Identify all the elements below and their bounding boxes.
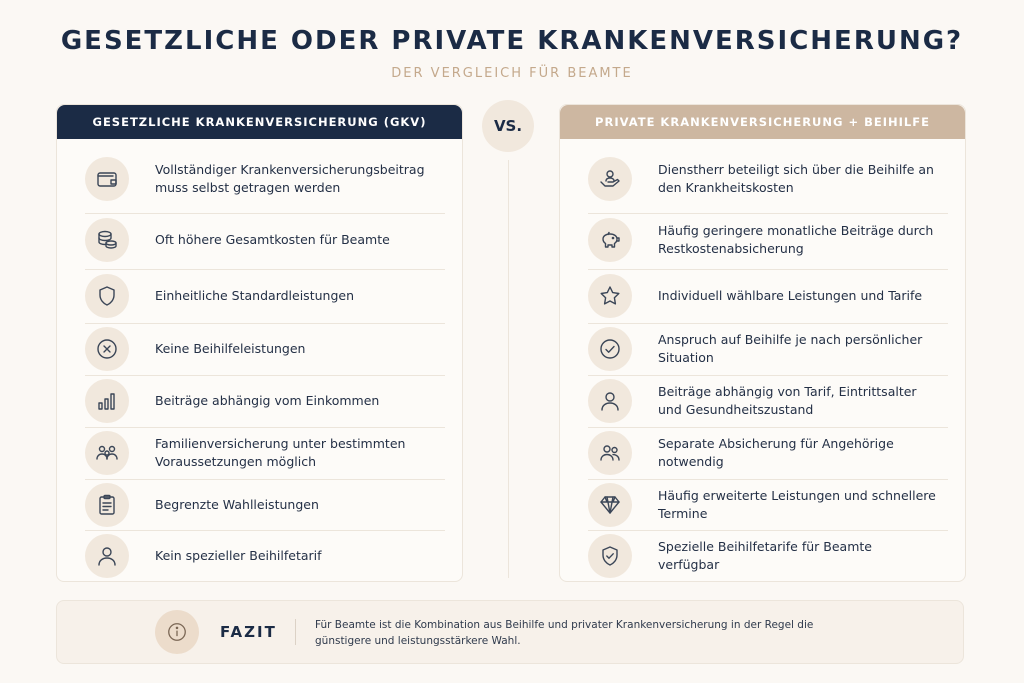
pkv-item-text: Beiträge abhängig von Tarif, Eintrittsalter und Gesundheitszustand	[658, 384, 917, 417]
pkv-header: PRIVATE KRANKENVERSICHERUNG + BEIHILFE	[560, 105, 965, 139]
pkv-item	[588, 157, 936, 201]
info-icon	[155, 610, 199, 654]
pkv-item-text: Häufig geringere monatliche Beiträge durch Restkostenabsicherung	[658, 223, 934, 256]
gkv-item	[85, 431, 433, 475]
star-icon	[588, 274, 632, 318]
pkv-item-text: Individuell wählbare Leistungen und Tarife	[658, 288, 923, 303]
gkv-item	[85, 218, 433, 262]
gkv-item-text: Familienversicherung unter bestimmten Voraussetzungen möglich	[155, 436, 406, 469]
x-circle-icon	[85, 327, 129, 371]
pkv-panel	[559, 104, 966, 582]
gkv-item-text: Vollständiger Krankenversicherungsbeitrag muss selbst getragen werden	[155, 162, 425, 195]
pkv-item	[588, 274, 936, 318]
gkv-item	[85, 483, 433, 527]
pkv-item	[588, 218, 936, 262]
pkv-item	[588, 483, 936, 527]
gkv-panel	[56, 104, 463, 582]
pkv-item	[588, 534, 936, 578]
fazit-label: FAZIT	[220, 623, 277, 641]
gkv-item-text: Kein spezieller Beihilfetarif	[155, 548, 322, 563]
gkv-item	[85, 327, 433, 371]
gkv-item-text: Keine Beihilfeleistungen	[155, 341, 306, 356]
pkv-item	[588, 379, 936, 423]
fazit-box	[56, 600, 964, 664]
center-divider	[508, 160, 509, 578]
gkv-item-text: Oft höhere Gesamtkosten für Beamte	[155, 232, 390, 247]
gkv-header: GESETZLICHE KRANKENVERSICHERUNG (GKV)	[57, 105, 462, 139]
pkv-item-text: Spezielle Beihilfetarife für Beamte verfügbar	[658, 539, 872, 572]
pkv-item-text: Separate Absicherung für Angehörige notwendig	[658, 436, 894, 469]
shield-icon	[85, 274, 129, 318]
gkv-item-text: Einheitliche Standardleistungen	[155, 288, 354, 303]
vs-badge: VS.	[482, 100, 534, 152]
check-circle-icon	[588, 327, 632, 371]
wallet-icon	[85, 157, 129, 201]
two-persons-icon	[588, 431, 632, 475]
pkv-item	[588, 327, 936, 371]
page-subtitle: DER VERGLEICH FÜR BEAMTE	[391, 66, 633, 81]
bar-chart-icon	[85, 379, 129, 423]
pkv-item-text: Anspruch auf Beihilfe je nach persönlicher Situation	[658, 332, 923, 365]
pkv-item-text: Dienstherr beteiligt sich über die Beihilfe an den Krankheitskosten	[658, 162, 934, 195]
gkv-item	[85, 274, 433, 318]
person-icon	[588, 379, 632, 423]
gkv-item-text: Begrenzte Wahlleistungen	[155, 497, 319, 512]
person-icon	[85, 534, 129, 578]
coins-icon	[85, 218, 129, 262]
gkv-item	[85, 379, 433, 423]
shield-check-icon	[588, 534, 632, 578]
gkv-item	[85, 157, 433, 201]
gkv-item	[85, 534, 433, 578]
fazit-separator	[295, 619, 296, 645]
diamond-icon	[588, 483, 632, 527]
gkv-item-text: Beiträge abhängig vom Einkommen	[155, 393, 380, 408]
piggy-bank-icon	[588, 218, 632, 262]
page-title: GESETZLICHE ODER PRIVATE KRANKENVERSICHERUNG?	[60, 26, 964, 56]
pkv-item-text: Häufig erweiterte Leistungen und schnellere Termine	[658, 488, 936, 521]
pkv-item	[588, 431, 936, 475]
fazit-text: Für Beamte ist die Kombination aus Beihilfe und privater Krankenversicherung in der Regel die günstigere und leistungsstärkere Wahl.	[315, 619, 814, 647]
family-icon	[85, 431, 129, 475]
clipboard-icon	[85, 483, 129, 527]
hand-person-icon	[588, 157, 632, 201]
